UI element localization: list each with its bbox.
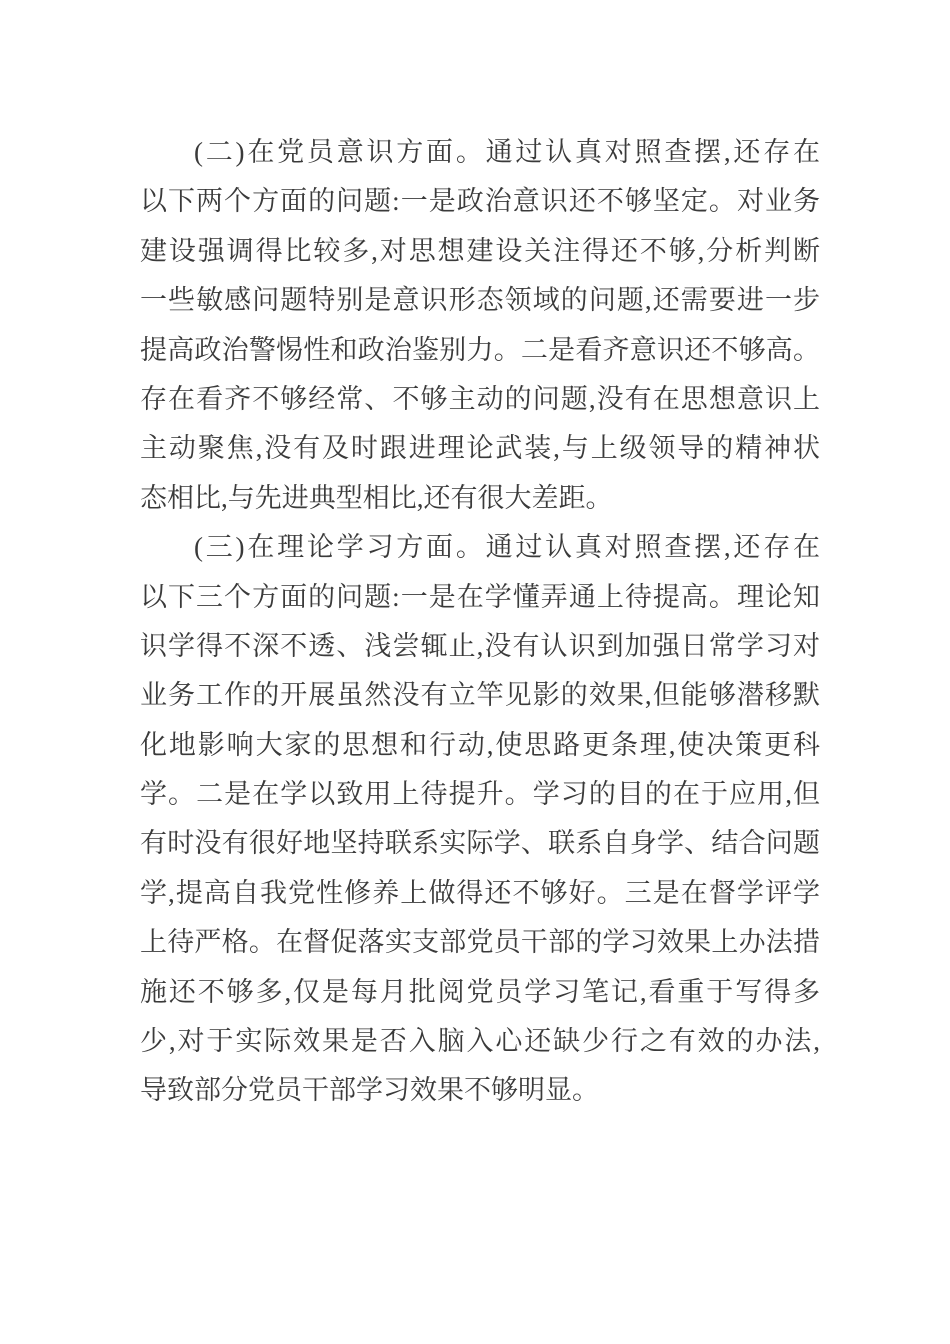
text-line: 化地影响大家的思想和行动,使思路更条理,使决策更科 <box>140 729 820 760</box>
text-line: 业务工作的开展虽然没有立竿见影的效果,但能够潜移默 <box>140 680 820 711</box>
text-line: 学。二是在学以致用上待提升。学习的目的在于应用,但 <box>140 779 820 810</box>
text-line: (三)在理论学习方面。通过认真对照查摆,还存在 <box>194 532 820 563</box>
text-line: 上待严格。在督促落实支部党员干部的学习效果上办法措 <box>140 927 820 958</box>
text-line: 一些敏感问题特别是意识形态领域的问题,还需要进一步 <box>140 285 820 316</box>
text-line: 少,对于实际效果是否入脑入心还缺少行之有效的办法, <box>140 1026 820 1057</box>
text-line: 导致部分党员干部学习效果不够明显。 <box>140 1075 599 1106</box>
text-line: 主动聚焦,没有及时跟进理论武装,与上级领导的精神状 <box>140 433 820 464</box>
text-line: 识学得不深不透、浅尝辄止,没有认识到加强日常学习对 <box>140 630 820 661</box>
text-line: 以下三个方面的问题:一是在学懂弄通上待提高。理论知 <box>140 581 820 612</box>
text-line: 提高政治警惕性和政治鉴别力。二是看齐意识还不够高。 <box>140 334 820 365</box>
paragraph-section-3 <box>140 523 820 1116</box>
document-body <box>140 128 820 1116</box>
paragraph-section-2 <box>140 128 820 523</box>
text-line: 建设强调得比较多,对思想建设关注得还不够,分析判断 <box>140 235 820 266</box>
text-line: 学,提高自我党性修养上做得还不够好。三是在督学评学 <box>140 877 820 908</box>
text-line: 态相比,与先进典型相比,还有很大差距。 <box>140 482 613 513</box>
text-line: 存在看齐不够经常、不够主动的问题,没有在思想意识上 <box>140 383 820 414</box>
text-line: 施还不够多,仅是每月批阅党员学习笔记,看重于写得多 <box>140 976 820 1007</box>
text-line: 有时没有很好地坚持联系实际学、联系自身学、结合问题 <box>140 828 820 859</box>
text-line: (二)在党员意识方面。通过认真对照查摆,还存在 <box>194 137 820 167</box>
text-line: 以下两个方面的问题:一是政治意识还不够坚定。对业务 <box>140 186 820 217</box>
